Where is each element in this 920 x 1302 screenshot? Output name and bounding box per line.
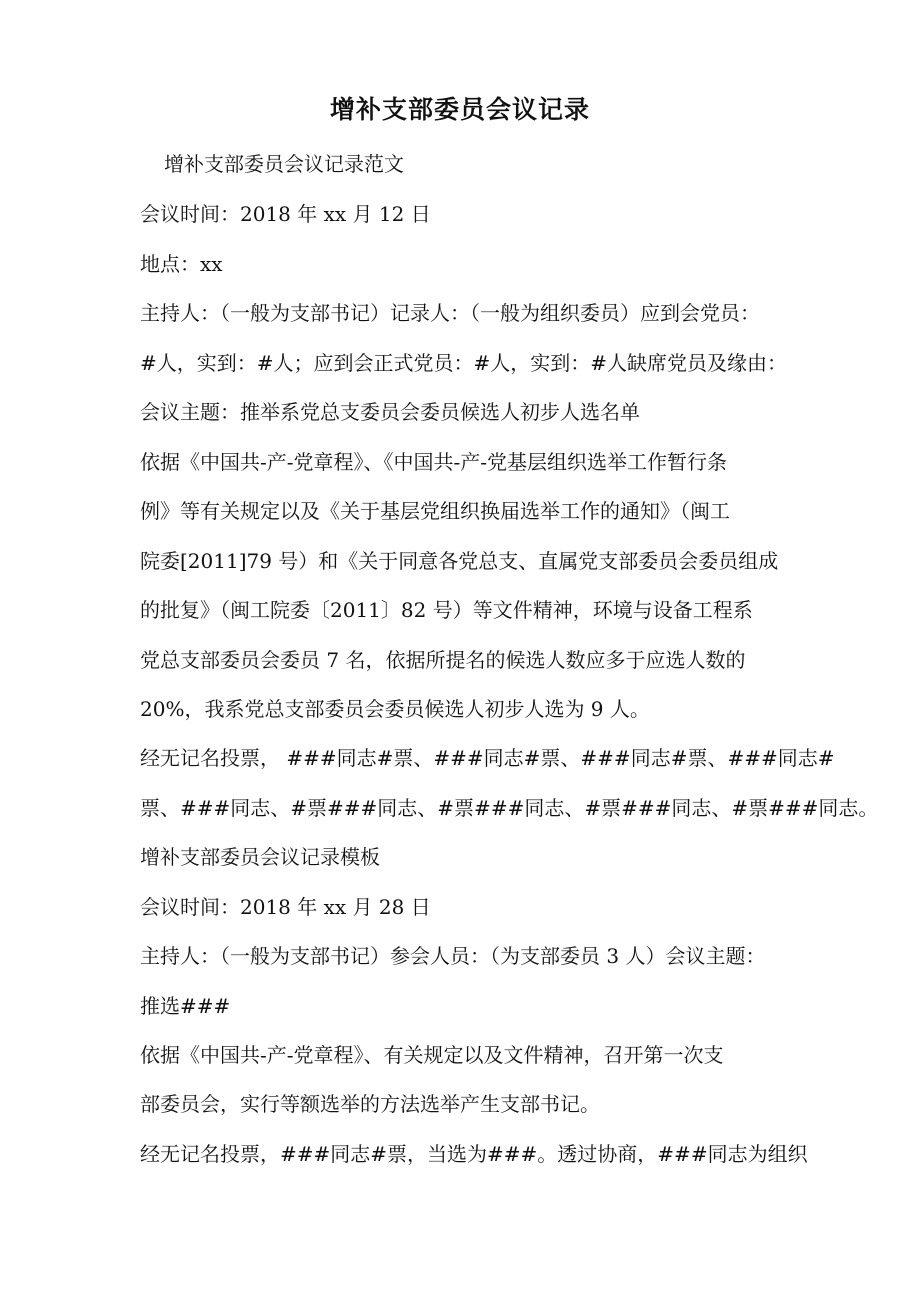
meeting-topic: 推选### bbox=[140, 994, 231, 1018]
host-line: 主持人：（一般为支部书记）参会人员：（为支部委员 3 人）会议主题： bbox=[140, 944, 766, 968]
meeting-time: 会议时间：2018 年 xx 月 12 日 bbox=[140, 202, 431, 226]
host-line: 主持人：（一般为支部书记）记录人：（一般为组织委员）应到会党员： bbox=[140, 301, 760, 325]
attendance-line: #人，实到：#人；应到会正式党员：#人，实到：#人缺席党员及缘由： bbox=[140, 351, 788, 375]
section-heading: 增补支部委员会议记录模板 bbox=[140, 845, 380, 869]
document-subtitle: 增补支部委员会议记录范文 bbox=[164, 152, 404, 176]
body-line: 20%，我系党总支部委员会委员候选人初步人选为 9 人。 bbox=[140, 697, 650, 721]
body-line: 党总支部委员会委员 7 名，依据所提名的候选人数应多于应选人数的 bbox=[140, 648, 746, 672]
body-line: 部委员会，实行等额选举的方法选举产生支部书记。 bbox=[140, 1092, 600, 1116]
vote-line: 票、###同志、#票###同志、#票###同志、#票###同志、#票###同志。 bbox=[140, 796, 879, 820]
vote-line: 经无记名投票，###同志#票，当选为###。透过协商，###同志为组织 bbox=[140, 1142, 808, 1166]
document-title: 增补支部委员会议记录 bbox=[329, 95, 590, 124]
body-line: 的批复》（闽工院委〔2011〕82 号）等文件精神，环境与设备工程系 bbox=[140, 598, 753, 622]
body-line: 依据《中国共-产-党章程》、《中国共-产-党基层组织选举工作暂行条 bbox=[140, 450, 728, 474]
body-line: 例》等有关规定以及《关于基层党组织换届选举工作的通知》（闽工 bbox=[140, 499, 730, 523]
body-line: 院委[2011]79 号）和《关于同意各党总支、直属党支部委员会委员组成 bbox=[140, 549, 779, 573]
meeting-location: 地点：xx bbox=[140, 252, 223, 276]
vote-line: 经无记名投票， ###同志#票、###同志#票、###同志#票、###同志# bbox=[140, 746, 835, 770]
body-line: 依据《中国共-产-党章程》、有关规定以及文件精神，召开第一次支 bbox=[140, 1043, 724, 1067]
meeting-time: 会议时间：2018 年 xx 月 28 日 bbox=[140, 895, 431, 919]
meeting-topic: 会议主题：推举系党总支委员会委员候选人初步人选名单 bbox=[140, 400, 640, 424]
